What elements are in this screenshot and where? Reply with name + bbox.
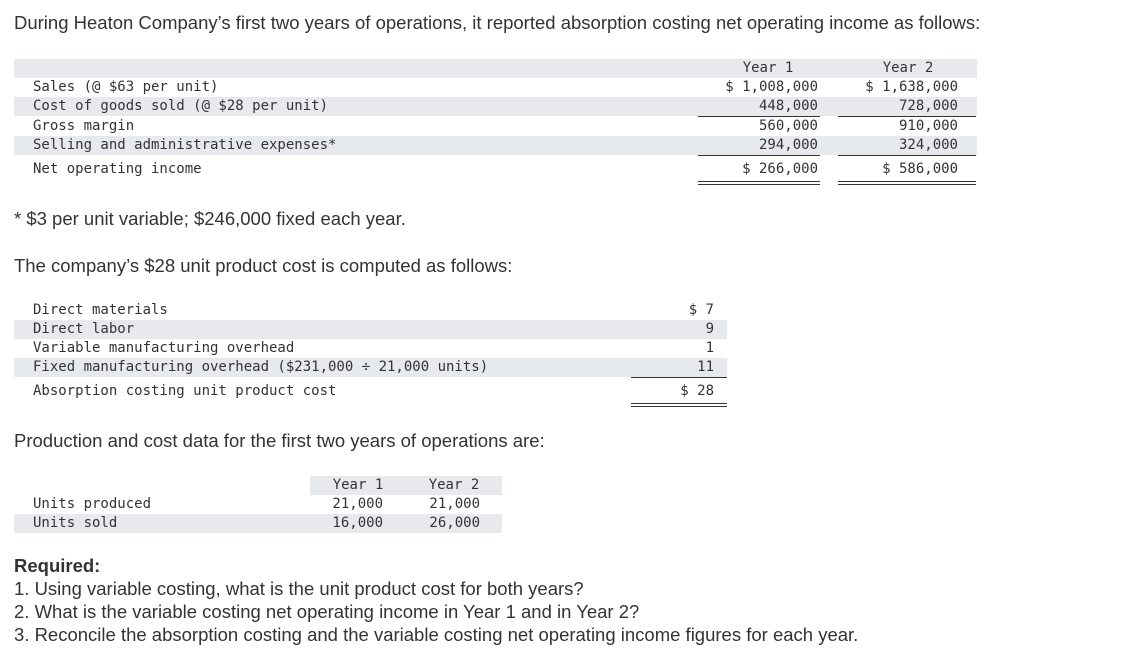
year-1-value: $ 266,000 — [742, 161, 818, 177]
row-label: Direct labor — [33, 321, 135, 337]
year-1-value: 294,000 — [758, 137, 818, 153]
income-statement-table — [14, 59, 977, 189]
row-label: Cost of goods sold (@ $28 per unit) — [33, 98, 329, 114]
total-double-line — [838, 184, 976, 185]
header-year-1: Year 1 — [742, 60, 794, 76]
subtotal-line — [631, 377, 727, 378]
total-double-line — [838, 181, 976, 182]
total-double-line — [698, 184, 820, 185]
table-row — [14, 97, 977, 116]
table-row — [14, 358, 727, 377]
cost-value: 9 — [705, 321, 714, 337]
header-year-2: Year 2 — [428, 477, 480, 493]
year-1-value: 21,000 — [332, 496, 383, 512]
header-year-2: Year 2 — [882, 60, 934, 76]
row-label: Direct materials — [33, 302, 168, 318]
row-label: Units produced — [33, 496, 152, 512]
required-item-1: 1. Using variable costing, what is the unit product cost for both years? — [14, 578, 584, 599]
row-label: Units sold — [33, 515, 118, 531]
row-label: Sales (@ $63 per unit) — [33, 79, 219, 95]
year-2-value: 324,000 — [898, 137, 958, 153]
year-2-value: 728,000 — [898, 98, 958, 114]
total-double-line — [631, 403, 727, 404]
production-data-table — [14, 476, 502, 534]
table-row — [14, 320, 727, 339]
subtotal-line — [838, 155, 976, 156]
year-1-value: 560,000 — [758, 118, 818, 134]
year-1-value: $ 1,008,000 — [725, 79, 818, 95]
table-row — [14, 514, 502, 533]
row-label: Fixed manufacturing overhead ($231,000 ÷ 21,000 units) — [33, 359, 489, 375]
table-row — [14, 301, 727, 320]
year-1-value: 16,000 — [332, 515, 383, 531]
cost-value: $ 7 — [688, 302, 714, 318]
cost-value: 11 — [697, 359, 714, 375]
table-row — [14, 78, 977, 97]
year-2-value: 21,000 — [429, 496, 480, 512]
table-row — [14, 339, 727, 358]
row-label: Selling and administrative expenses* — [33, 137, 337, 153]
required-item-3: 3. Reconcile the absorption costing and the variable costing net operating income figures for each year. — [14, 624, 859, 645]
required-item-2: 2. What is the variable costing net operating income in Year 1 and in Year 2? — [14, 601, 640, 622]
year-2-value: 26,000 — [429, 515, 480, 531]
total-double-line — [631, 406, 727, 407]
table-header-row — [14, 59, 977, 78]
total-double-line — [698, 181, 820, 182]
table-row — [14, 382, 727, 401]
cost-value: $ 28 — [680, 383, 714, 399]
year-1-value: 448,000 — [758, 98, 818, 114]
table-row — [14, 160, 977, 179]
row-label: Variable manufacturing overhead — [33, 340, 295, 356]
row-label: Net operating income — [33, 161, 202, 177]
cost-value: 1 — [705, 340, 714, 356]
row-label: Absorption costing unit product cost — [33, 383, 337, 399]
intro-text: During Heaton Company’s first two years of operations, it reported absorption costing net operating income as follows: — [14, 12, 981, 33]
row-label: Gross margin — [33, 118, 135, 134]
subtotal-line — [698, 155, 820, 156]
production-intro-text: Production and cost data for the first two years of operations are: — [14, 430, 545, 451]
required-heading: Required: — [14, 555, 101, 576]
unit-cost-intro-text: The company’s $28 unit product cost is computed as follows: — [14, 255, 513, 276]
table-row — [14, 117, 977, 136]
year-2-value: $ 1,638,000 — [865, 79, 958, 95]
table-row — [14, 495, 502, 514]
year-2-value: $ 586,000 — [882, 161, 958, 177]
year-2-value: 910,000 — [898, 118, 958, 134]
unit-cost-table — [14, 301, 727, 411]
footnote-text: * $3 per unit variable; $246,000 fixed each year. — [14, 208, 406, 229]
table-header-row — [310, 476, 502, 495]
table-row — [14, 136, 977, 155]
header-year-1: Year 1 — [332, 477, 384, 493]
